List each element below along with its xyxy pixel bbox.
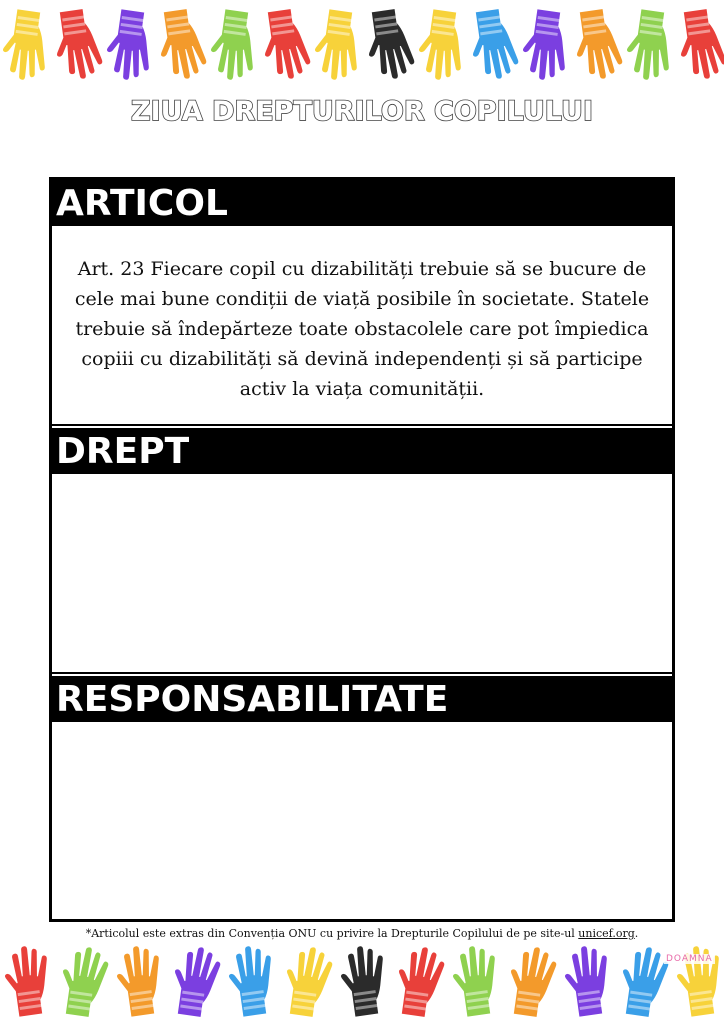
hand-icon — [561, 944, 615, 1018]
unicef-link[interactable]: unicef.org — [578, 927, 635, 940]
hand-icon — [467, 7, 521, 80]
hands-border-top — [0, 0, 724, 80]
hand-icon — [393, 944, 447, 1019]
hand-icon — [505, 944, 559, 1019]
hand-icon — [415, 8, 469, 80]
article-text: Art. 23 Fiecare copil cu dizabilități trebuie să se bucure de cele mai bune condiții de viață posibile în societate. Statele trebuie să îndepărteze toate obstacolele care pot împiedica copiii cu dizabilități să devină independenți și să participe activ la viața comunității. — [74, 258, 650, 400]
section-body-responsabilitate[interactable] — [54, 722, 670, 919]
worksheet — [49, 177, 675, 922]
hand-icon — [259, 7, 313, 80]
hand-icon — [1, 944, 55, 1018]
section-body-drept[interactable] — [54, 474, 670, 672]
hand-icon — [281, 944, 335, 1019]
hand-icon — [675, 7, 724, 80]
hand-icon — [0, 8, 53, 80]
hand-icon — [57, 944, 111, 1019]
section-articol — [52, 180, 672, 426]
hands-decoration-bottom — [0, 944, 724, 1024]
section-divider — [52, 424, 672, 426]
section-body-articol — [54, 226, 670, 424]
hand-icon — [155, 7, 209, 80]
section-heading-responsabilitate: RESPONSABILITATE — [52, 676, 672, 722]
hand-icon — [623, 8, 677, 80]
section-heading-drept: DREPT — [52, 428, 672, 474]
hand-icon — [449, 944, 503, 1018]
section-heading-articol: ARTICOL — [52, 180, 672, 226]
hand-icon — [103, 8, 157, 80]
hands-decoration-top — [0, 0, 724, 80]
hand-icon — [225, 944, 279, 1018]
hand-icon — [51, 7, 105, 80]
footnote — [0, 927, 724, 940]
page-title: ZIUA DREPTURILOR COPILULUI — [131, 96, 593, 127]
hand-icon — [519, 8, 573, 80]
hand-icon — [113, 944, 167, 1018]
hand-icon — [207, 8, 261, 80]
hand-icon — [169, 944, 223, 1019]
section-divider — [52, 672, 672, 674]
hand-icon — [337, 944, 391, 1018]
brand-logo: DOAMNA — [666, 954, 713, 964]
hand-icon — [311, 8, 365, 80]
section-drept — [52, 428, 672, 674]
hand-icon — [571, 7, 625, 80]
footnote-end: . — [634, 927, 639, 940]
hand-icon — [363, 7, 417, 80]
hands-border-bottom — [0, 944, 724, 1024]
footnote-text: *Articolul este extras din Convenția ONU cu privire la Drepturile Copilului de pe site-ul — [85, 927, 579, 940]
section-responsabilitate — [52, 676, 672, 919]
hand-icon — [617, 944, 671, 1019]
